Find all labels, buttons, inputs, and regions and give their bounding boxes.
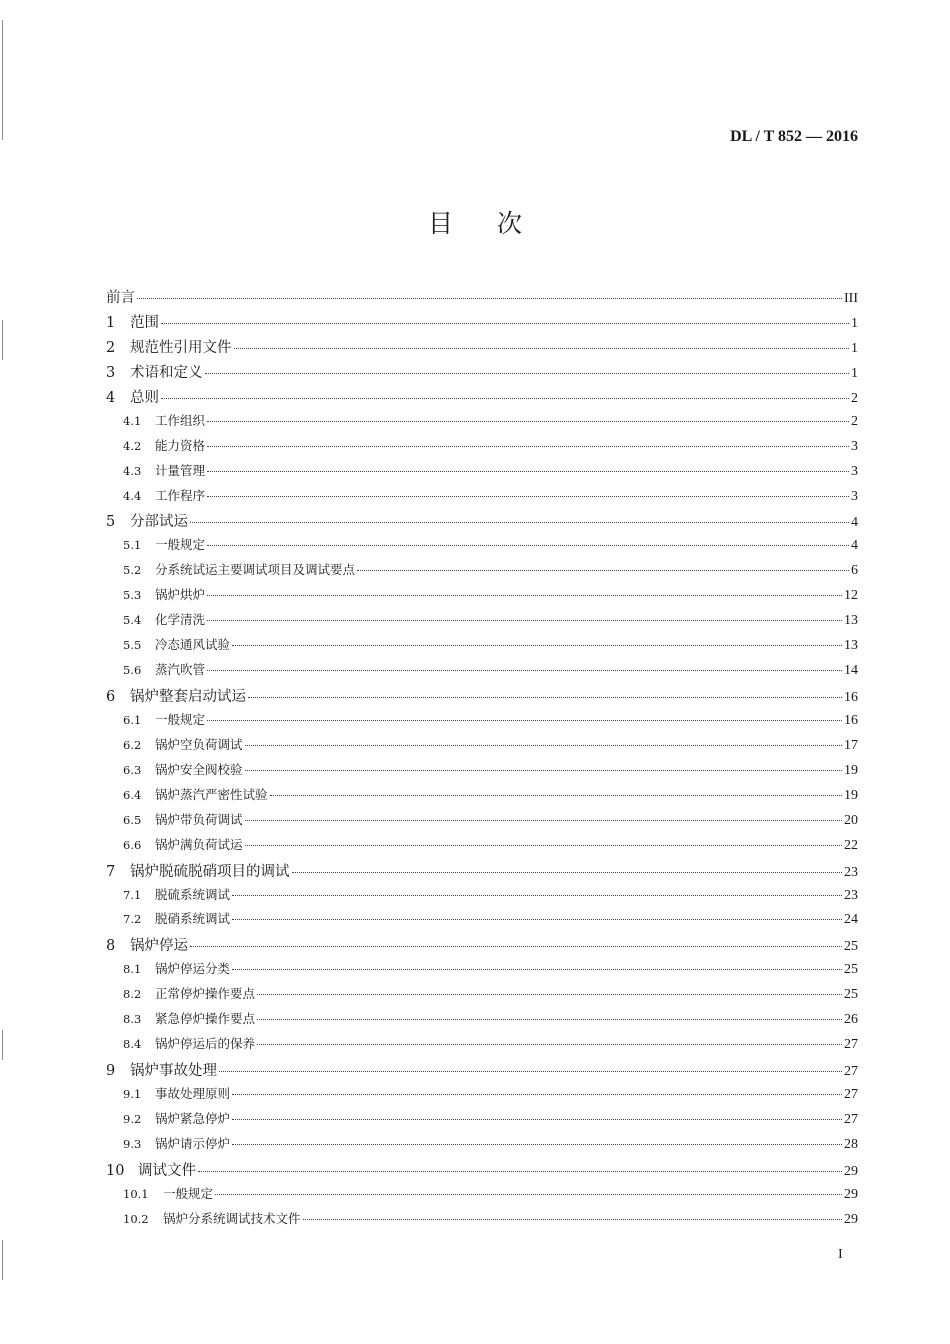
toc-entry-title: 锅炉停运 xyxy=(130,938,188,955)
toc-entry-page: 12 xyxy=(844,588,858,604)
toc-entry-page: 23 xyxy=(844,887,858,903)
dot-leader xyxy=(245,744,842,746)
toc-entry-page: 1 xyxy=(851,340,858,356)
toc-entry-title: 总则 xyxy=(130,389,159,406)
toc-entry-number: 10.2 xyxy=(123,1211,149,1226)
toc-entry-title: 调试文件 xyxy=(138,1162,196,1179)
toc-entry-title: 锅炉空负荷调试 xyxy=(155,736,243,752)
toc-entry-number: 6.1 xyxy=(123,712,142,727)
toc-entry[interactable] xyxy=(106,685,858,710)
dot-leader xyxy=(245,769,842,771)
toc-entry-number: 5 xyxy=(106,514,116,531)
toc-entry-page: 3 xyxy=(851,438,858,454)
toc-entry-page: 16 xyxy=(844,690,858,705)
toc-entry-number: 5.5 xyxy=(123,638,142,653)
toc-entry-number: 7.1 xyxy=(123,887,142,902)
toc-entry-title: 一般规定 xyxy=(155,537,206,553)
toc-entry[interactable] xyxy=(106,984,858,1009)
toc-entry-page: 2 xyxy=(851,413,858,429)
toc-entry-page: 19 xyxy=(844,787,858,803)
toc-entry-number: 8.2 xyxy=(123,987,142,1002)
dot-leader xyxy=(207,594,842,596)
toc-entry-page: 27 xyxy=(844,1111,858,1127)
toc-entry[interactable] xyxy=(106,885,858,910)
toc-entry-page: 25 xyxy=(844,939,858,955)
toc-entry-page: 13 xyxy=(844,613,858,629)
toc-entry[interactable] xyxy=(106,585,858,610)
toc-entry-page: 29 xyxy=(844,1163,858,1179)
toc-entry-title: 术语和定义 xyxy=(130,364,203,381)
toc-entry-title: 前言 xyxy=(106,290,135,306)
toc-entry-number: 5.3 xyxy=(123,588,142,603)
toc-entry[interactable] xyxy=(106,336,858,361)
toc-entry-page: 23 xyxy=(844,864,858,880)
toc-entry[interactable] xyxy=(106,1184,858,1209)
toc-entry-title: 锅炉整套启动试运 xyxy=(130,689,246,705)
toc-entry-page: 29 xyxy=(844,1186,858,1202)
toc-entry[interactable] xyxy=(106,1159,858,1184)
toc-entry-title: 能力资格 xyxy=(155,437,206,453)
toc-entry[interactable] xyxy=(106,760,858,785)
toc-entry-page: 3 xyxy=(851,488,858,504)
dot-leader xyxy=(270,794,842,796)
toc-entry[interactable] xyxy=(106,436,858,461)
toc-entry-page: 17 xyxy=(844,737,858,753)
toc-entry[interactable] xyxy=(106,361,858,386)
toc-entry[interactable] xyxy=(106,835,858,860)
toc-entry-page: 1 xyxy=(851,315,858,331)
toc-entry-number: 9.3 xyxy=(123,1136,142,1151)
toc-entry-number: 2 xyxy=(106,339,116,356)
toc-entry-number: 8.4 xyxy=(123,1037,142,1052)
toc-entry-number: 7.2 xyxy=(123,912,142,927)
toc-entry[interactable] xyxy=(106,660,858,685)
toc-entry-number: 5.6 xyxy=(123,663,142,678)
toc-entry[interactable] xyxy=(106,710,858,735)
dot-leader xyxy=(232,968,842,970)
dot-leader xyxy=(161,397,849,399)
dot-leader xyxy=(207,470,849,472)
toc-entry-title: 脱硫系统调试 xyxy=(155,886,231,902)
dot-leader xyxy=(207,669,842,671)
toc-entry-number: 4 xyxy=(106,389,116,406)
toc-entry-title: 范围 xyxy=(130,314,159,331)
dot-leader xyxy=(207,495,849,497)
dot-leader xyxy=(357,569,849,571)
toc-entry[interactable] xyxy=(106,1059,858,1084)
toc-entry-title: 事故处理原则 xyxy=(155,1086,231,1101)
dot-leader xyxy=(232,1143,842,1145)
toc-entry-page: 14 xyxy=(844,663,858,679)
toc-entry-number: 10 xyxy=(106,1162,125,1179)
toc-entry-number: 5.4 xyxy=(123,613,142,628)
toc-entry-title: 锅炉安全阀校验 xyxy=(155,761,243,777)
toc-entry-page: 24 xyxy=(844,912,858,928)
toc-entry-page: 3 xyxy=(851,463,858,479)
dot-leader xyxy=(303,1218,842,1220)
dot-leader xyxy=(234,347,850,349)
toc-entry[interactable] xyxy=(106,461,858,486)
toc-entry[interactable] xyxy=(106,1134,858,1159)
toc-entry[interactable] xyxy=(106,386,858,411)
toc-entry-number: 6.5 xyxy=(123,812,142,827)
table-of-contents xyxy=(106,286,858,1234)
dot-leader xyxy=(292,871,843,873)
toc-entry-number: 9.2 xyxy=(123,1111,142,1126)
toc-entry-page: 16 xyxy=(844,712,858,728)
toc-entry-title: 锅炉满负荷试运 xyxy=(155,836,243,852)
dot-leader xyxy=(215,1193,842,1195)
toc-entry-number: 6.4 xyxy=(123,787,142,802)
dot-leader xyxy=(205,372,850,374)
toc-entry-title: 锅炉停运分类 xyxy=(155,961,231,977)
toc-entry[interactable] xyxy=(106,311,858,336)
toc-entry[interactable] xyxy=(106,286,858,311)
toc-entry-number: 6.2 xyxy=(123,737,142,752)
toc-entry-page: 26 xyxy=(844,1012,858,1028)
toc-entry-number: 5.2 xyxy=(123,563,142,578)
toc-entry-title: 冷态通风试验 xyxy=(155,637,231,653)
toc-entry-title: 规范性引用文件 xyxy=(130,339,232,356)
toc-entry-number: 8.1 xyxy=(123,962,142,977)
toc-entry-title: 锅炉蒸汽严密性试验 xyxy=(155,786,268,802)
toc-entry-title: 脱硝系统调试 xyxy=(155,911,231,927)
toc-entry-page: 4 xyxy=(851,515,858,531)
toc-entry[interactable] xyxy=(106,635,858,660)
scan-edge-mark xyxy=(2,320,3,360)
dot-leader xyxy=(232,1118,842,1120)
toc-entry-title: 工作程序 xyxy=(155,487,206,503)
scan-edge-mark xyxy=(2,20,3,140)
toc-entry[interactable] xyxy=(106,1009,858,1034)
toc-entry-page: 19 xyxy=(844,762,858,778)
toc-entry-page: 25 xyxy=(844,987,858,1003)
toc-entry[interactable] xyxy=(106,810,858,835)
toc-entry[interactable] xyxy=(106,934,858,959)
toc-entry-number: 7 xyxy=(106,863,116,880)
page-title: 目次 xyxy=(427,209,566,238)
dot-leader xyxy=(245,844,842,846)
dot-leader xyxy=(219,1070,842,1072)
toc-entry-page: 4 xyxy=(851,538,858,554)
dot-leader xyxy=(207,420,849,422)
toc-entry[interactable] xyxy=(106,860,858,885)
toc-entry[interactable] xyxy=(106,785,858,810)
toc-entry[interactable] xyxy=(106,510,858,535)
dot-leader xyxy=(207,445,849,447)
toc-entry-title: 锅炉请示停炉 xyxy=(155,1135,231,1151)
toc-entry-page: 13 xyxy=(844,638,858,654)
dot-leader xyxy=(207,619,842,621)
toc-entry-number: 6.6 xyxy=(123,837,142,852)
scan-edge-mark xyxy=(2,1240,3,1280)
toc-entry-title: 一般规定 xyxy=(163,1185,214,1201)
toc-entry[interactable] xyxy=(106,535,858,560)
toc-entry-title: 一般规定 xyxy=(155,711,206,727)
toc-entry-page: 28 xyxy=(844,1136,858,1152)
toc-entry[interactable] xyxy=(106,610,858,635)
toc-entry-title: 计量管理 xyxy=(155,462,206,478)
dot-leader xyxy=(232,894,842,896)
toc-entry-number: 9 xyxy=(106,1063,116,1080)
toc-entry-page: 6 xyxy=(851,563,858,579)
toc-entry-title: 锅炉停运后的保养 xyxy=(155,1036,256,1052)
toc-entry-title: 化学清洗 xyxy=(155,612,206,628)
toc-entry-number: 8 xyxy=(106,938,116,955)
toc-entry[interactable] xyxy=(106,1209,858,1234)
toc-entry-title: 锅炉分系统调试技术文件 xyxy=(163,1210,301,1226)
toc-entry-title: 锅炉脱硫脱硝项目的调试 xyxy=(130,863,290,880)
toc-entry[interactable] xyxy=(106,735,858,760)
dot-leader xyxy=(257,1043,842,1045)
toc-entry-title: 锅炉烘炉 xyxy=(155,587,206,603)
dot-leader xyxy=(190,945,842,947)
toc-entry-page: 22 xyxy=(844,837,858,853)
dot-leader xyxy=(245,819,842,821)
toc-entry-number: 8.3 xyxy=(123,1012,142,1027)
toc-entry[interactable] xyxy=(106,486,858,511)
toc-entry-title: 工作组织 xyxy=(155,412,206,428)
dot-leader xyxy=(198,1170,842,1172)
toc-entry-page: 1 xyxy=(851,365,858,381)
dot-leader xyxy=(257,1018,842,1020)
toc-entry-page: 29 xyxy=(844,1211,858,1227)
toc-entry[interactable] xyxy=(106,909,858,934)
toc-entry-number: 3 xyxy=(106,364,116,381)
toc-entry-number: 4.4 xyxy=(123,488,142,503)
toc-entry[interactable] xyxy=(106,560,858,585)
toc-entry-page: 27 xyxy=(844,1064,858,1080)
toc-entry-page: 20 xyxy=(844,812,858,828)
dot-leader xyxy=(248,696,842,698)
toc-entry-title: 分系统试运主要调试项目及调试要点 xyxy=(155,562,356,578)
toc-entry[interactable] xyxy=(106,1084,858,1109)
toc-entry-page: 2 xyxy=(851,390,858,406)
toc-entry-title: 蒸汽吹管 xyxy=(155,662,206,678)
toc-entry-number: 6.3 xyxy=(123,762,142,777)
toc-entry-page: 27 xyxy=(844,1037,858,1053)
dot-leader xyxy=(161,322,849,324)
toc-entry-title: 紧急停炉操作要点 xyxy=(155,1011,256,1027)
toc-entry-number: 9.1 xyxy=(123,1087,142,1101)
toc-entry-number: 4.2 xyxy=(123,438,142,453)
toc-entry-number: 5.1 xyxy=(123,538,142,553)
dot-leader xyxy=(137,297,842,299)
scan-edge-mark xyxy=(2,1030,3,1060)
toc-entry[interactable] xyxy=(106,1109,858,1134)
toc-entry-title: 锅炉带负荷调试 xyxy=(155,811,243,827)
toc-entry-page: 27 xyxy=(844,1087,858,1102)
dot-leader xyxy=(207,719,842,721)
toc-entry-page: III xyxy=(844,291,858,306)
dot-leader xyxy=(207,544,849,546)
dot-leader xyxy=(190,521,849,523)
toc-entry[interactable] xyxy=(106,1034,858,1059)
toc-entry-title: 正常停炉操作要点 xyxy=(155,986,256,1002)
dot-leader xyxy=(232,918,842,920)
dot-leader xyxy=(232,644,842,646)
toc-entry-number: 4.3 xyxy=(123,463,142,478)
toc-entry-page: 25 xyxy=(844,962,858,978)
toc-entry-number: 4.1 xyxy=(123,413,142,428)
toc-entry-number: 6 xyxy=(106,689,116,705)
dot-leader xyxy=(257,993,842,995)
document-code: DL / T 852 — 2016 xyxy=(730,128,858,145)
toc-entry-title: 锅炉事故处理 xyxy=(130,1063,217,1080)
toc-entry[interactable] xyxy=(106,411,858,436)
toc-entry-title: 分部试运 xyxy=(130,514,188,531)
page-number: I xyxy=(838,1247,843,1262)
toc-entry[interactable] xyxy=(106,959,858,984)
toc-entry-title: 锅炉紧急停炉 xyxy=(155,1110,231,1126)
dot-leader xyxy=(232,1093,842,1095)
toc-entry-number: 10.1 xyxy=(123,1186,149,1201)
toc-entry-number: 1 xyxy=(106,314,116,331)
